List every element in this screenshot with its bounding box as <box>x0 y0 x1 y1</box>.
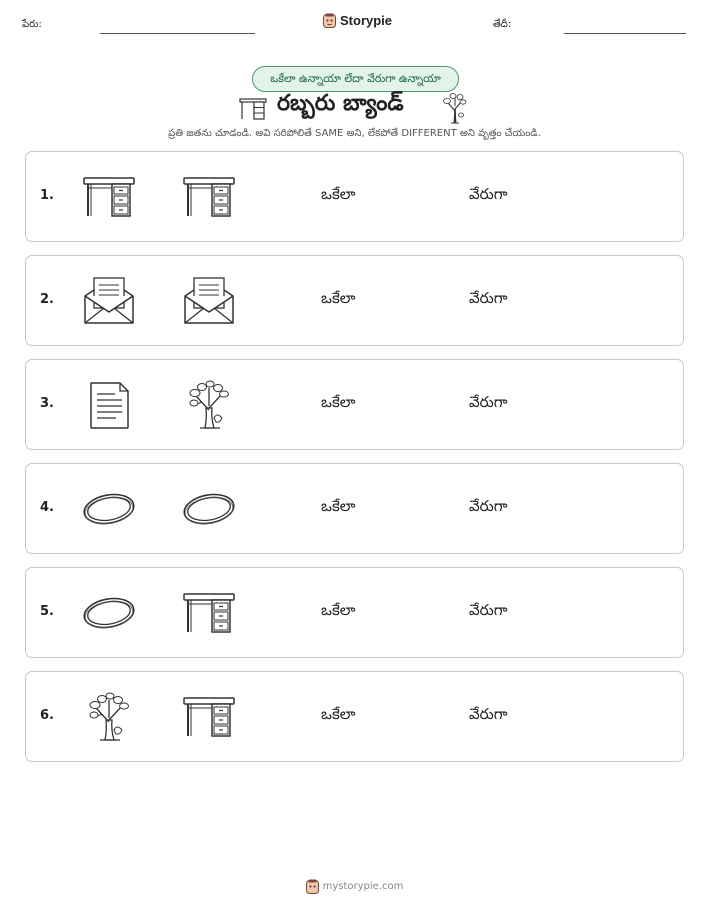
brand-logo <box>323 13 392 28</box>
question-number: 2. <box>40 292 54 307</box>
footer <box>0 879 709 894</box>
option-same[interactable]: ఒకేలా <box>321 393 356 411</box>
question-row <box>25 463 684 554</box>
question-number: 6. <box>40 708 54 723</box>
instructions: ప్రతి జతను చూడండి. అవి సరిపోలితే SAME అని, లేకపోతే DIFFERENT అని వృత్తం చేయండి. <box>168 128 541 139</box>
question-number: 1. <box>40 188 54 203</box>
desk-icon <box>82 172 136 222</box>
desk-icon <box>182 172 236 222</box>
tree-icon <box>441 91 469 125</box>
rubber-band-icon <box>82 484 136 534</box>
question-number: 5. <box>40 604 54 619</box>
option-different[interactable]: వేరుగా <box>469 393 508 411</box>
option-same[interactable]: ఒకేలా <box>321 705 356 723</box>
option-same[interactable]: ఒకేలా <box>321 497 356 515</box>
desk-icon <box>239 97 267 121</box>
option-different[interactable]: వేరుగా <box>469 601 508 619</box>
document-icon <box>82 380 136 430</box>
name-label: పేరు: <box>22 19 42 30</box>
desk-icon <box>182 588 236 638</box>
tree-icon <box>82 692 136 742</box>
option-same[interactable]: ఒకేలా <box>321 289 356 307</box>
rubber-band-icon <box>82 588 136 638</box>
tree-icon <box>182 380 236 430</box>
date-label: తేదీ: <box>493 19 512 30</box>
brand-name: Storypie <box>340 13 393 28</box>
question-number: 3. <box>40 396 54 411</box>
option-different[interactable]: వేరుగా <box>469 705 508 723</box>
storypie-logo-icon <box>306 879 319 894</box>
name-line[interactable] <box>100 33 255 34</box>
question-row <box>25 151 684 242</box>
option-same[interactable]: ఒకేలా <box>321 601 356 619</box>
option-different[interactable]: వేరుగా <box>469 289 508 307</box>
option-different[interactable]: వేరుగా <box>469 497 508 515</box>
question-row <box>25 255 684 346</box>
desk-icon <box>182 692 236 742</box>
question-number: 4. <box>40 500 54 515</box>
envelope-icon <box>182 276 236 326</box>
footer-site: mystorypie.com <box>322 881 404 892</box>
rubber-band-icon <box>182 484 236 534</box>
storypie-logo-icon <box>323 13 336 28</box>
page-title: రబ్బరు బ్యాండ్ <box>277 91 404 116</box>
option-same[interactable]: ఒకేలా <box>321 185 356 203</box>
envelope-icon <box>82 276 136 326</box>
option-different[interactable]: వేరుగా <box>469 185 508 203</box>
worksheet-badge: ఒకేలా ఉన్నాయా లేదా వేరుగా ఉన్నాయా <box>252 66 459 92</box>
question-row <box>25 359 684 450</box>
question-row <box>25 567 684 658</box>
question-row <box>25 671 684 762</box>
date-line[interactable] <box>564 33 686 34</box>
